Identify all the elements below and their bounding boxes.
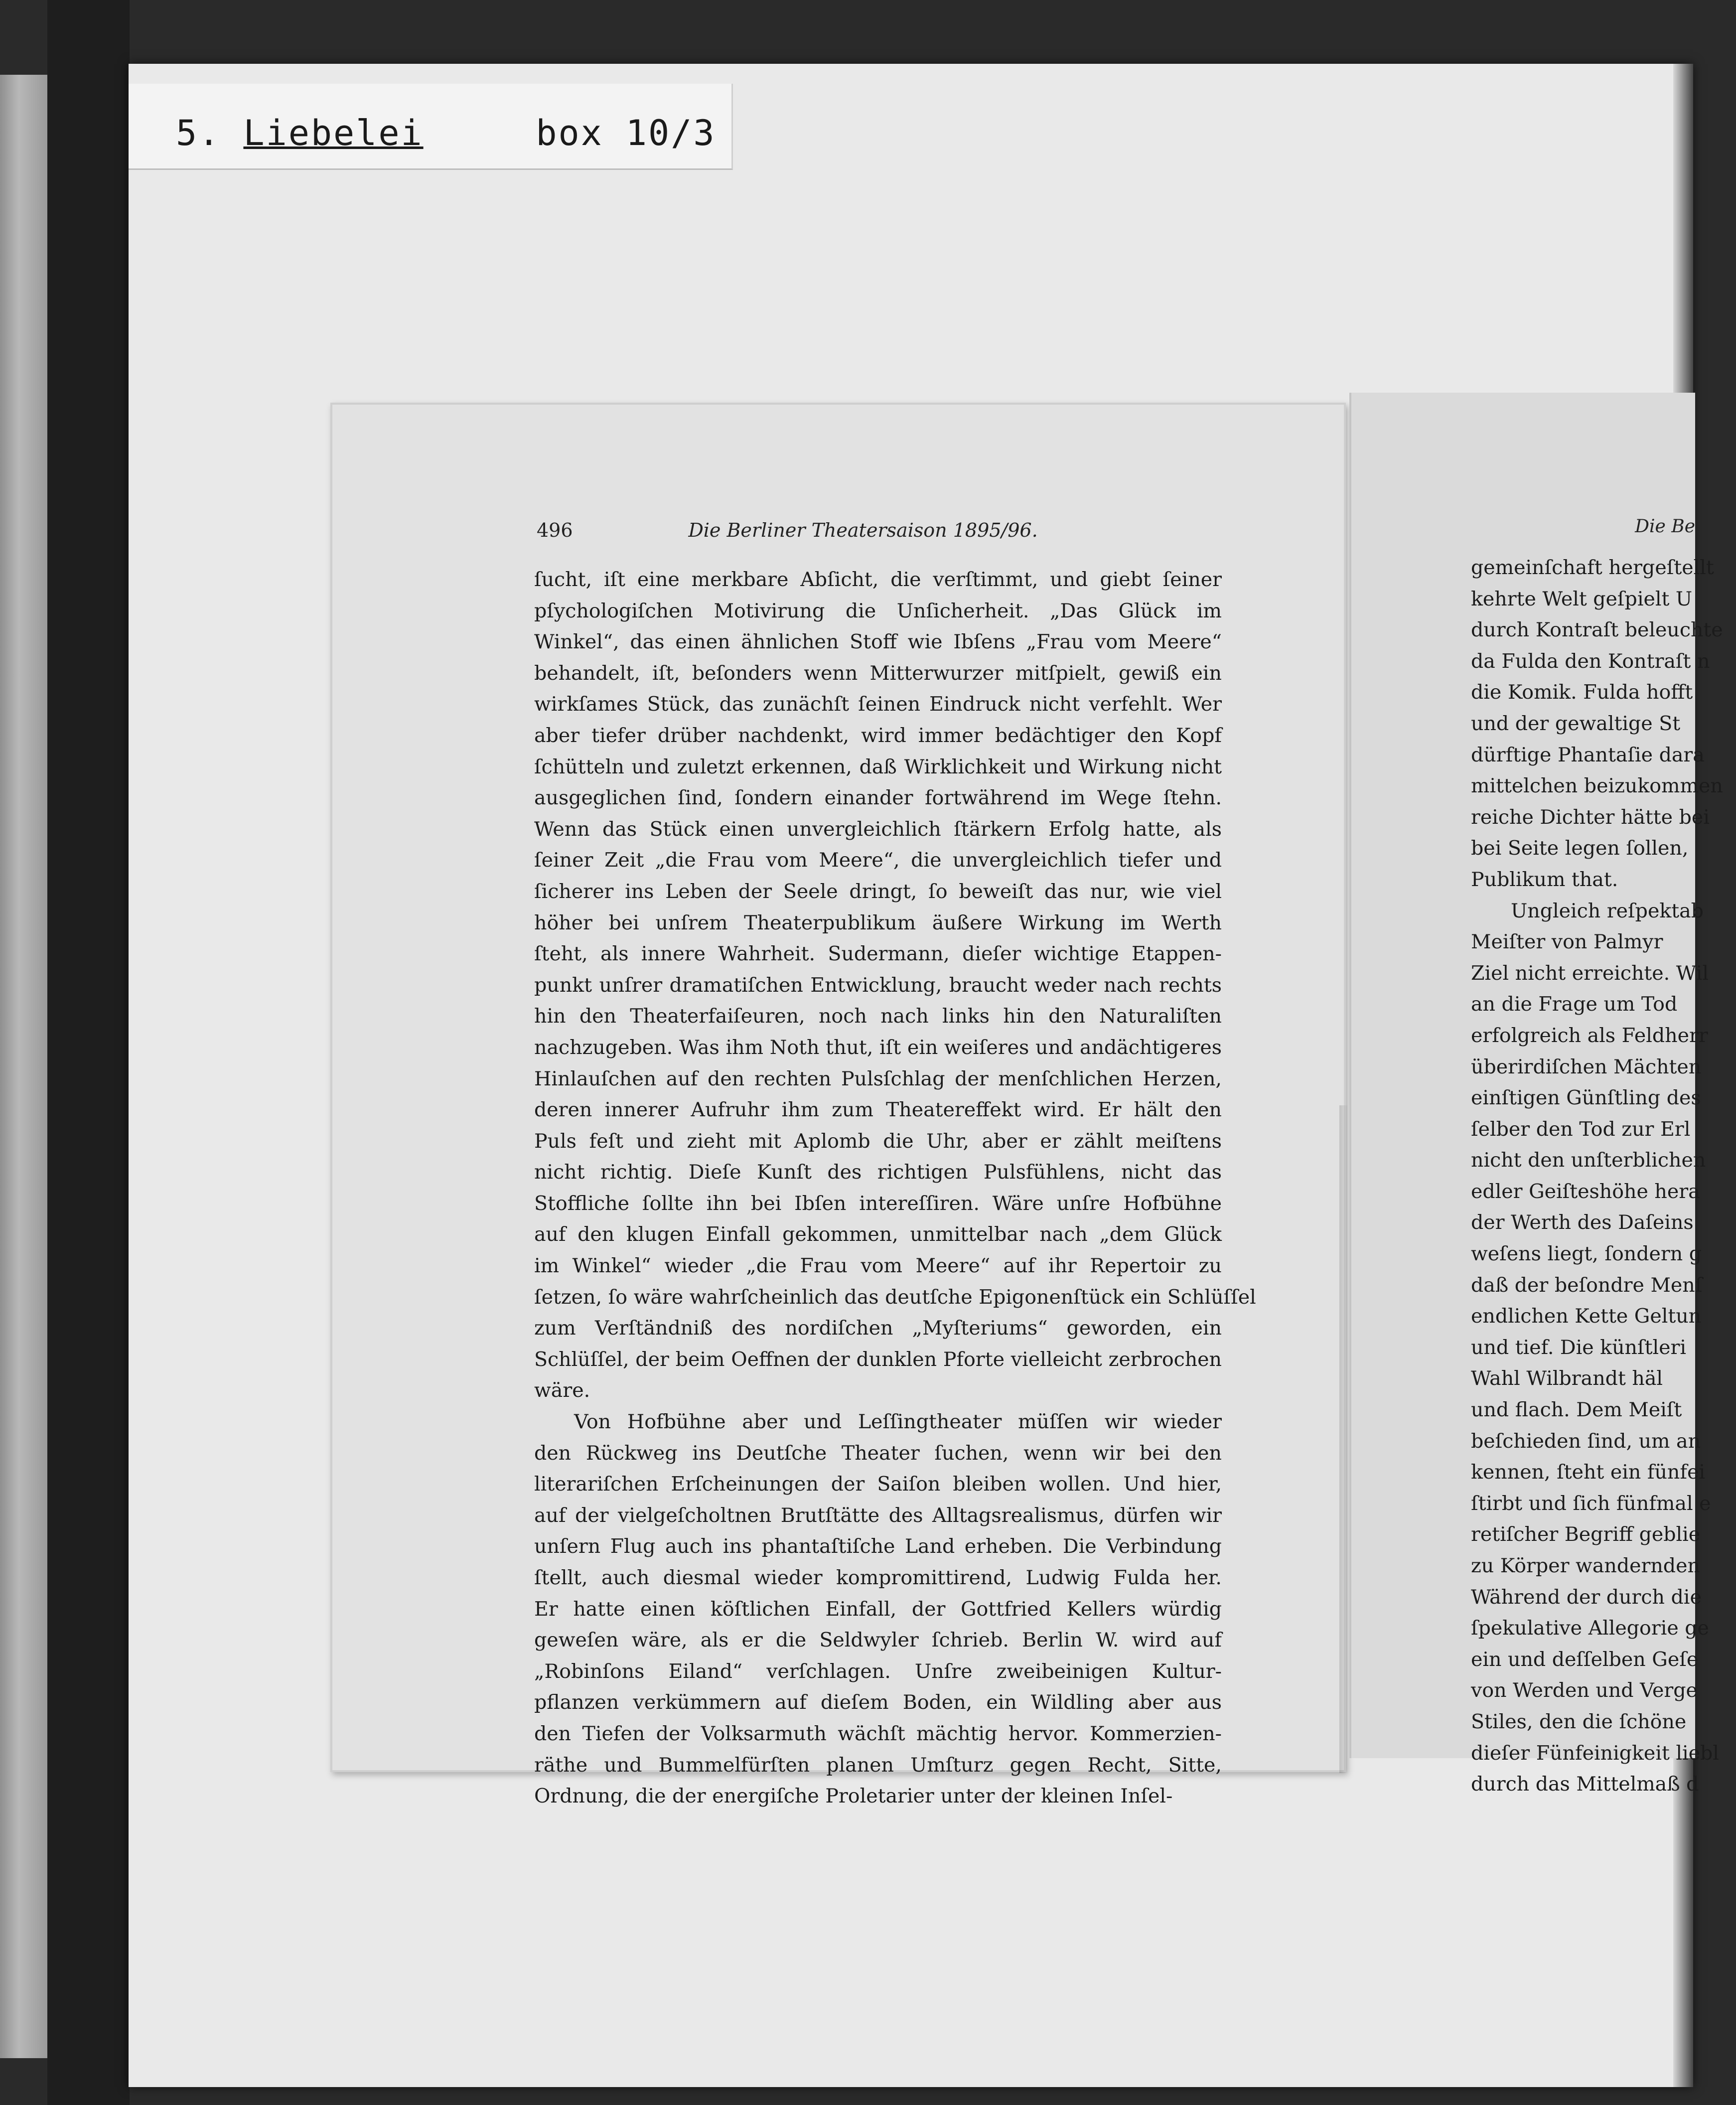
- text-line: ſetzen, ſo wäre wahrſcheinlich das deutſche Epigonenſtück ein Schlüſſel: [534, 1285, 1256, 1309]
- text-line: „Robinſons Eiland“ verſchlagen. Unſre zweibeinigen Kultur-: [534, 1659, 1222, 1683]
- text-line: durch Kontraſt beleuchte: [1471, 618, 1723, 642]
- text-line: und der gewaltige St: [1471, 712, 1681, 735]
- text-line: behandelt, iſt, beſonders wenn Mitterwurzer mitſpielt, gewiß ein: [534, 661, 1222, 685]
- text-line: Stiles, den die ſchöne: [1471, 1710, 1687, 1733]
- label-box: box 10/3: [536, 113, 716, 153]
- text-line: Stoffliche ſollte ihn bei Ibſen intereſſiren. Wäre unſre Hofbühne: [534, 1192, 1222, 1215]
- text-line: Meiſter von Palmyr: [1471, 930, 1663, 954]
- text-line: auf den klugen Einfall gekommen, unmittelbar nach „dem Glück: [534, 1223, 1222, 1246]
- running-title: Die Berliner Theatersaison 1895/96.: [688, 519, 1038, 541]
- text-line: kennen, ſteht ein fünfei: [1471, 1461, 1705, 1484]
- text-line: weſens liegt, ſondern g: [1471, 1242, 1702, 1266]
- text-line: beſchieden ſind, um an: [1471, 1429, 1701, 1453]
- clipping-page-left: [330, 403, 1346, 1808]
- text-line: bei Seite legen ſollen,: [1471, 837, 1689, 860]
- text-line: nachzugeben. Was ihm Noth thut, iſt ein weiſeres und andächtigeres: [534, 1036, 1222, 1059]
- archive-label: [129, 84, 733, 170]
- right-running-title: Die Be: [1635, 516, 1695, 537]
- text-line: nicht richtig. Dieſe Kunſt des richtigen Pulsfühlens, nicht das: [534, 1161, 1222, 1184]
- text-line: Ungleich reſpektab: [1511, 899, 1704, 922]
- text-line: den Rückweg ins Deutſche Theater ſuchen, wenn wir bei den: [534, 1441, 1222, 1465]
- text-line: aber tiefer drüber nachdenkt, wird immer bedächtiger den Kopf: [534, 724, 1222, 747]
- text-line: gemeinſchaft hergeſtellt: [1471, 556, 1714, 579]
- text-line: im Winkel“ wieder „die Frau vom Meere“ auf ihr Repertoir zu: [534, 1254, 1222, 1278]
- text-line: von Werden und Verge: [1471, 1679, 1698, 1702]
- text-line: erfolgreich als Feldherr: [1471, 1024, 1708, 1047]
- text-line: kehrte Welt geſpielt U: [1471, 587, 1693, 610]
- text-line: und tief. Die künſtleri: [1471, 1336, 1686, 1359]
- text-line: einſtigen Günſtling des: [1471, 1086, 1701, 1110]
- text-line: nicht den unſterblichen: [1471, 1149, 1706, 1172]
- text-line: der Werth des Daſeins: [1471, 1211, 1694, 1234]
- text-line: ſchütteln und zuletzt erkennen, daß Wirklichkeit und Wirkung nicht: [534, 755, 1222, 778]
- text-line: daß der beſondre Menſ: [1471, 1273, 1703, 1297]
- text-line: wirkſames Stück, das zunächſt ſeinen Eindruck nicht verfehlt. Wer: [534, 693, 1222, 716]
- text-line: pſychologiſchen Motivirung die Unſicherheit. „Das Glück im: [534, 599, 1222, 622]
- text-line: pflanzen verkümmern auf dieſem Boden, ein Wildling aber aus: [534, 1691, 1222, 1714]
- text-line: an die Frage um Tod: [1471, 993, 1678, 1016]
- page-header: [537, 519, 1189, 549]
- archive-label-text: [176, 113, 716, 153]
- text-line: ſucht, iſt eine merkbare Abſicht, die verſtimmt, und giebt ſeiner: [534, 568, 1222, 591]
- text-line: und flach. Dem Meiſt: [1471, 1398, 1682, 1422]
- page-number: 496: [537, 519, 573, 541]
- text-line: ſelber den Tod zur Erl: [1471, 1117, 1691, 1141]
- text-line: überirdiſchen Mächten: [1471, 1055, 1702, 1078]
- text-line: Wahl Wilbrandt häl: [1471, 1367, 1663, 1390]
- text-line: ſicherer ins Leben der Seele dringt, ſo beweiſt das nur, wie viel: [534, 880, 1222, 903]
- text-line: da Fulda den Kontraſt n: [1471, 649, 1710, 673]
- text-line: ausgeglichen ſind, ſondern einander fortwährend im Wege ſtehn.: [534, 786, 1222, 810]
- text-line: Hinlauſchen auf den rechten Pulsſchlag der menſchlichen Herzen,: [534, 1067, 1222, 1090]
- text-line: punkt unſrer dramatiſchen Entwicklung, braucht weder nach rechts: [534, 973, 1222, 997]
- text-line: Publikum that.: [1471, 868, 1618, 891]
- text-line: zu Körper wandernden: [1471, 1554, 1700, 1577]
- text-line: ſpekulative Allegorie ge: [1471, 1617, 1709, 1640]
- text-line: geweſen wäre, als er die Seldwyler ſchrieb. Berlin W. wird auf: [534, 1629, 1222, 1652]
- text-line: räthe und Bummelfürſten planen Umſturz gegen Recht, Sitte,: [534, 1753, 1222, 1777]
- text-line: Wenn das Stück einen unvergleichlich ſtärkern Erfolg hatte, als: [534, 817, 1222, 841]
- text-line: höher bei unſrem Theaterpublikum äußere Wirkung im Werth: [534, 911, 1222, 934]
- text-line: deren innerer Aufruhr ihm zum Theatereffekt wird. Er hält den: [534, 1098, 1222, 1122]
- text-line: ſtellt, auch diesmal wieder kompromittirend, Ludwig Fulda her.: [534, 1566, 1222, 1589]
- text-line: ſtirbt und ſich fünfmal e: [1471, 1492, 1711, 1515]
- text-line: Puls feſt und zieht mit Aplomb die Uhr, aber er zählt meiſtens: [534, 1129, 1222, 1153]
- label-title: Liebelei: [243, 113, 424, 153]
- text-line: auf der vielgeſcholtnen Brutſtätte des Alltagsrealismus, dürfen wir: [534, 1504, 1222, 1527]
- text-line: Er hatte einen köſtlichen Einfall, der Gottfried Kellers würdig: [534, 1597, 1222, 1621]
- text-line: endlichen Kette Geltun: [1471, 1305, 1702, 1328]
- article-body: [534, 564, 1256, 1812]
- text-line: Winkel“, das einen ähnlichen Stoff wie Ibſens „Frau vom Meere“: [534, 630, 1222, 654]
- text-line: den Tiefen der Volksarmuth wächſt mächtig hervor. Kommerzien-: [534, 1722, 1222, 1745]
- text-line: zum Verſtändniß des nordiſchen „Myſteriums“ geworden, ein: [534, 1317, 1222, 1340]
- text-line: edler Geiſteshöhe hera: [1471, 1180, 1700, 1203]
- text-line: ſteht, als innere Wahrheit. Sudermann, dieſer wichtige Etappen-: [534, 942, 1222, 966]
- text-line: retiſcher Begriff geblie: [1471, 1523, 1701, 1546]
- page-fold-shadow: [1339, 1105, 1348, 1773]
- clipping-page-right: [1349, 393, 1723, 1796]
- text-line: Während der durch die: [1471, 1585, 1702, 1609]
- text-line: wäre.: [534, 1379, 590, 1402]
- text-line: literariſchen Erſcheinungen der Saiſon bleiben wollen. Und hier,: [534, 1473, 1222, 1496]
- text-line: ſeiner Zeit „die Frau vom Meere“, die unvergleichlich tiefer und: [534, 849, 1222, 872]
- label-number: 5.: [176, 113, 221, 153]
- text-line: Ordnung, die der energiſche Proletarier unter der kleinen Inſel-: [534, 1785, 1173, 1808]
- text-line: unſern Flug auch ins phantaſtiſche Land erheben. Die Verbindung: [534, 1535, 1222, 1558]
- adjacent-sheet-edge: [0, 75, 47, 2058]
- text-line: ein und deſſelben Geſe: [1471, 1648, 1699, 1671]
- text-line: reiche Dichter hätte bei: [1471, 805, 1710, 829]
- text-line: Von Hofbühne aber und Leſſingtheater müſſen wir wieder: [574, 1410, 1222, 1434]
- text-line: Schlüſſel, der beim Oeffnen der dunklen Pforte vielleicht zerbrochen: [534, 1348, 1222, 1371]
- text-line: Ziel nicht erreichte. Wil: [1471, 961, 1709, 985]
- text-line: dieſer Fünfeinigkeit liebl: [1471, 1741, 1719, 1765]
- right-article-body: [1471, 552, 1730, 1800]
- text-line: hin den Theaterfaiſeuren, noch nach links hin den Naturaliſten: [534, 1005, 1222, 1028]
- text-line: die Komik. Fulda hofft: [1471, 681, 1693, 704]
- archive-mount-sheet: [129, 64, 1723, 2087]
- text-line: mittelchen beizukommen: [1471, 774, 1723, 798]
- text-line: dürftige Phantaſie dara: [1471, 743, 1705, 766]
- text-line: durch das Mittelmaß d: [1471, 1773, 1699, 1796]
- scan-background: [47, 0, 130, 2105]
